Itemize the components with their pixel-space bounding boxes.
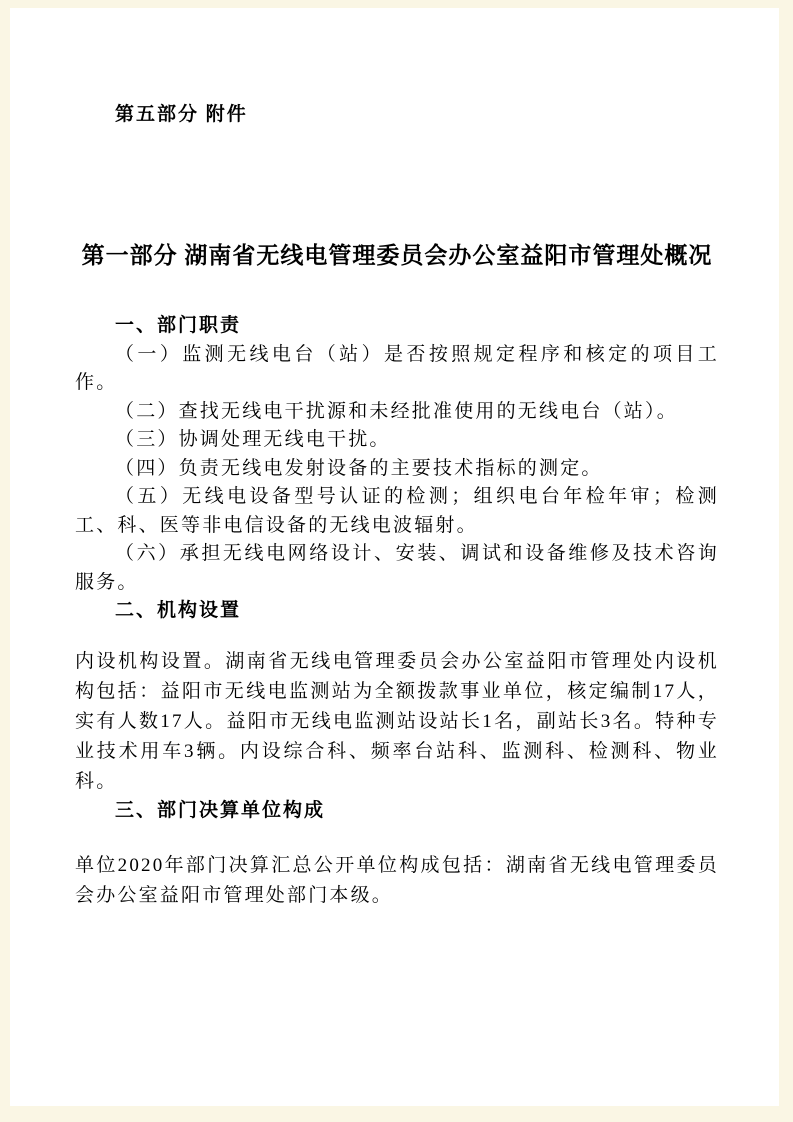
section3-paragraph: 单位2020年部门决算汇总公开单位构成包括：湖南省无线电管理委员会办公室益阳市管理处部门本级。: [75, 855, 719, 906]
document-page: [10, 8, 779, 1106]
duty-item-4: （四）负责无线电发射设备的主要技术指标的测定。: [115, 457, 603, 479]
duty-item-3: （三）协调处理无线电干扰。: [115, 429, 391, 450]
section3-heading: 三、部门决算单位构成: [115, 799, 326, 821]
page-content: [75, 8, 719, 911]
part5-label: 第五部分 附件: [115, 104, 248, 125]
duty-item-2: （二）查找无线电干扰源和未经批准使用的无线电台（站）。: [115, 400, 678, 422]
duty-item-5: （五）无线电设备型号认证的检测；组织电台年检年审；检测工、科、医等非电信设备的无线电波辐射。: [75, 486, 719, 536]
duty-item-6: （六）承担无线电网络设计、安装、调试和设备维修及技术咨询服务。: [75, 543, 719, 593]
document-title: 第一部分 湖南省无线电管理委员会办公室益阳市管理处概况: [81, 243, 713, 268]
section2-heading: 二、机构设置: [115, 600, 242, 621]
section2-paragraph: 内设机构设置。湖南省无线电管理委员会办公室益阳市管理处内设机构包括：益阳市无线电监测站为全额拨款事业单位，核定编制17人，实有人数17人。益阳市无线电监测站设站长1名，副站长3名。特种专业技术用车3辆。内设综合科、频率台站科、监测科、检测科、物业科。: [75, 650, 719, 792]
section1-heading: 一、部门职责: [115, 315, 242, 336]
duty-item-1: （一）监测无线电台（站）是否按照规定程序和核定的项目工作。: [75, 343, 719, 393]
